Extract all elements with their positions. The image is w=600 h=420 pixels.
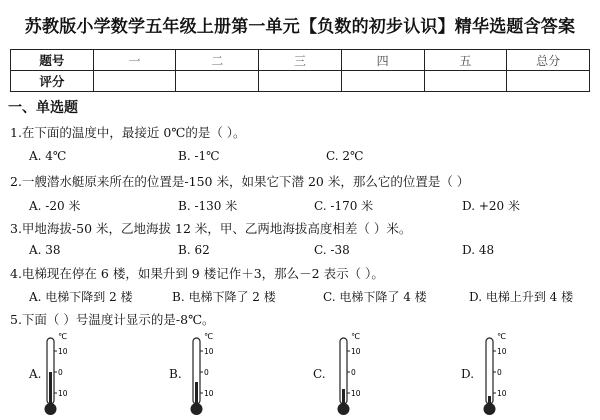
unit-label: ℃ <box>351 332 360 341</box>
unit-label: ℃ <box>58 332 67 341</box>
section-title: 一、单选题 <box>8 100 78 116</box>
table-column-header: 三 <box>259 50 342 71</box>
option-a: A. -20 米 <box>29 199 81 213</box>
option-d: D. 48 <box>462 243 495 257</box>
table-row-header: 题号 <box>11 50 94 71</box>
option-c: C. -38 <box>314 243 350 257</box>
option-c: C. 电梯下降了 4 楼 <box>323 290 427 304</box>
table-row <box>11 71 590 92</box>
tick-label: 0 <box>497 368 502 377</box>
thermometer-bulb <box>191 403 203 415</box>
option-b: B. -1℃ <box>178 149 220 163</box>
option-c: C. -170 米 <box>314 199 374 213</box>
table-column-header: 总分 <box>507 50 590 71</box>
option-a: A. 电梯下降到 2 楼 <box>29 290 133 304</box>
tick-label: 0 <box>204 368 209 377</box>
tick-label: 10 <box>497 389 507 398</box>
thermometer-bulb <box>484 403 496 415</box>
thermometer-tube <box>486 338 493 404</box>
score-cell <box>259 71 342 92</box>
option-d: D. +20 米 <box>462 199 520 213</box>
option-a: A. 4℃ <box>29 149 67 163</box>
score-cell <box>507 71 590 92</box>
thermometer-c <box>331 332 371 418</box>
tick-label: 10 <box>351 347 361 356</box>
option-d: D. <box>461 367 475 381</box>
option-b: B. 电梯下降了 2 楼 <box>172 290 276 304</box>
tick-label: 10 <box>497 347 507 356</box>
tick-label: 0 <box>58 368 63 377</box>
thermometer-bulb <box>45 403 57 415</box>
score-table <box>10 49 590 92</box>
table-row <box>11 50 590 71</box>
table-column-header: 二 <box>176 50 259 71</box>
option-c: C. 2℃ <box>326 149 364 163</box>
mercury-column <box>49 372 52 406</box>
score-cell <box>176 71 259 92</box>
option-b: B. <box>169 367 182 381</box>
tick-label: 10 <box>58 389 68 398</box>
thermometer-bulb <box>338 403 350 415</box>
question-text: 1.在下面的温度中，最接近 0℃的是（ ）。 <box>10 125 246 140</box>
score-cell <box>341 71 424 92</box>
option-a: A. 38 <box>29 243 61 257</box>
tick-label: 10 <box>351 389 361 398</box>
question-text: 2.一艘潜水艇原来所在的位置是-150 米，如果它下潜 20 米，那么它的位置是（ ） <box>10 174 470 189</box>
tick-label: 10 <box>204 389 214 398</box>
option-b: B. -130 米 <box>178 199 238 213</box>
option-a: A. <box>29 367 42 381</box>
question-text: 5.下面（ ）号温度计显示的是-8℃。 <box>10 312 215 327</box>
tick-label: 10 <box>58 347 68 356</box>
thermometer-d <box>477 332 517 418</box>
unit-label: ℃ <box>204 332 213 341</box>
tick-label: 10 <box>204 347 214 356</box>
table-column-header: 一 <box>93 50 176 71</box>
score-cell <box>424 71 507 92</box>
tick-label: 0 <box>351 368 356 377</box>
option-c: C. <box>313 367 326 381</box>
score-cell <box>93 71 176 92</box>
mercury-column <box>195 382 198 406</box>
table-column-header: 四 <box>341 50 424 71</box>
thermometer-a <box>38 332 78 418</box>
table-row-header: 评分 <box>11 71 94 92</box>
unit-label: ℃ <box>497 332 506 341</box>
table-column-header: 五 <box>424 50 507 71</box>
option-d: D. 电梯上升到 4 楼 <box>469 290 574 304</box>
thermometer-b <box>184 332 224 418</box>
question-text: 3.甲地海拔-50 米，乙地海拔 12 米，甲、乙两地海拔高度相差（ ）米。 <box>10 221 412 236</box>
page-title: 苏教版小学数学五年级上册第一单元【负数的初步认识】精华选题含答案 <box>24 17 576 37</box>
question-text: 4.电梯现在停在 6 楼，如果升到 9 楼记作＋3，那么－2 表示（ ）。 <box>10 266 384 281</box>
option-b: B. 62 <box>178 243 210 257</box>
